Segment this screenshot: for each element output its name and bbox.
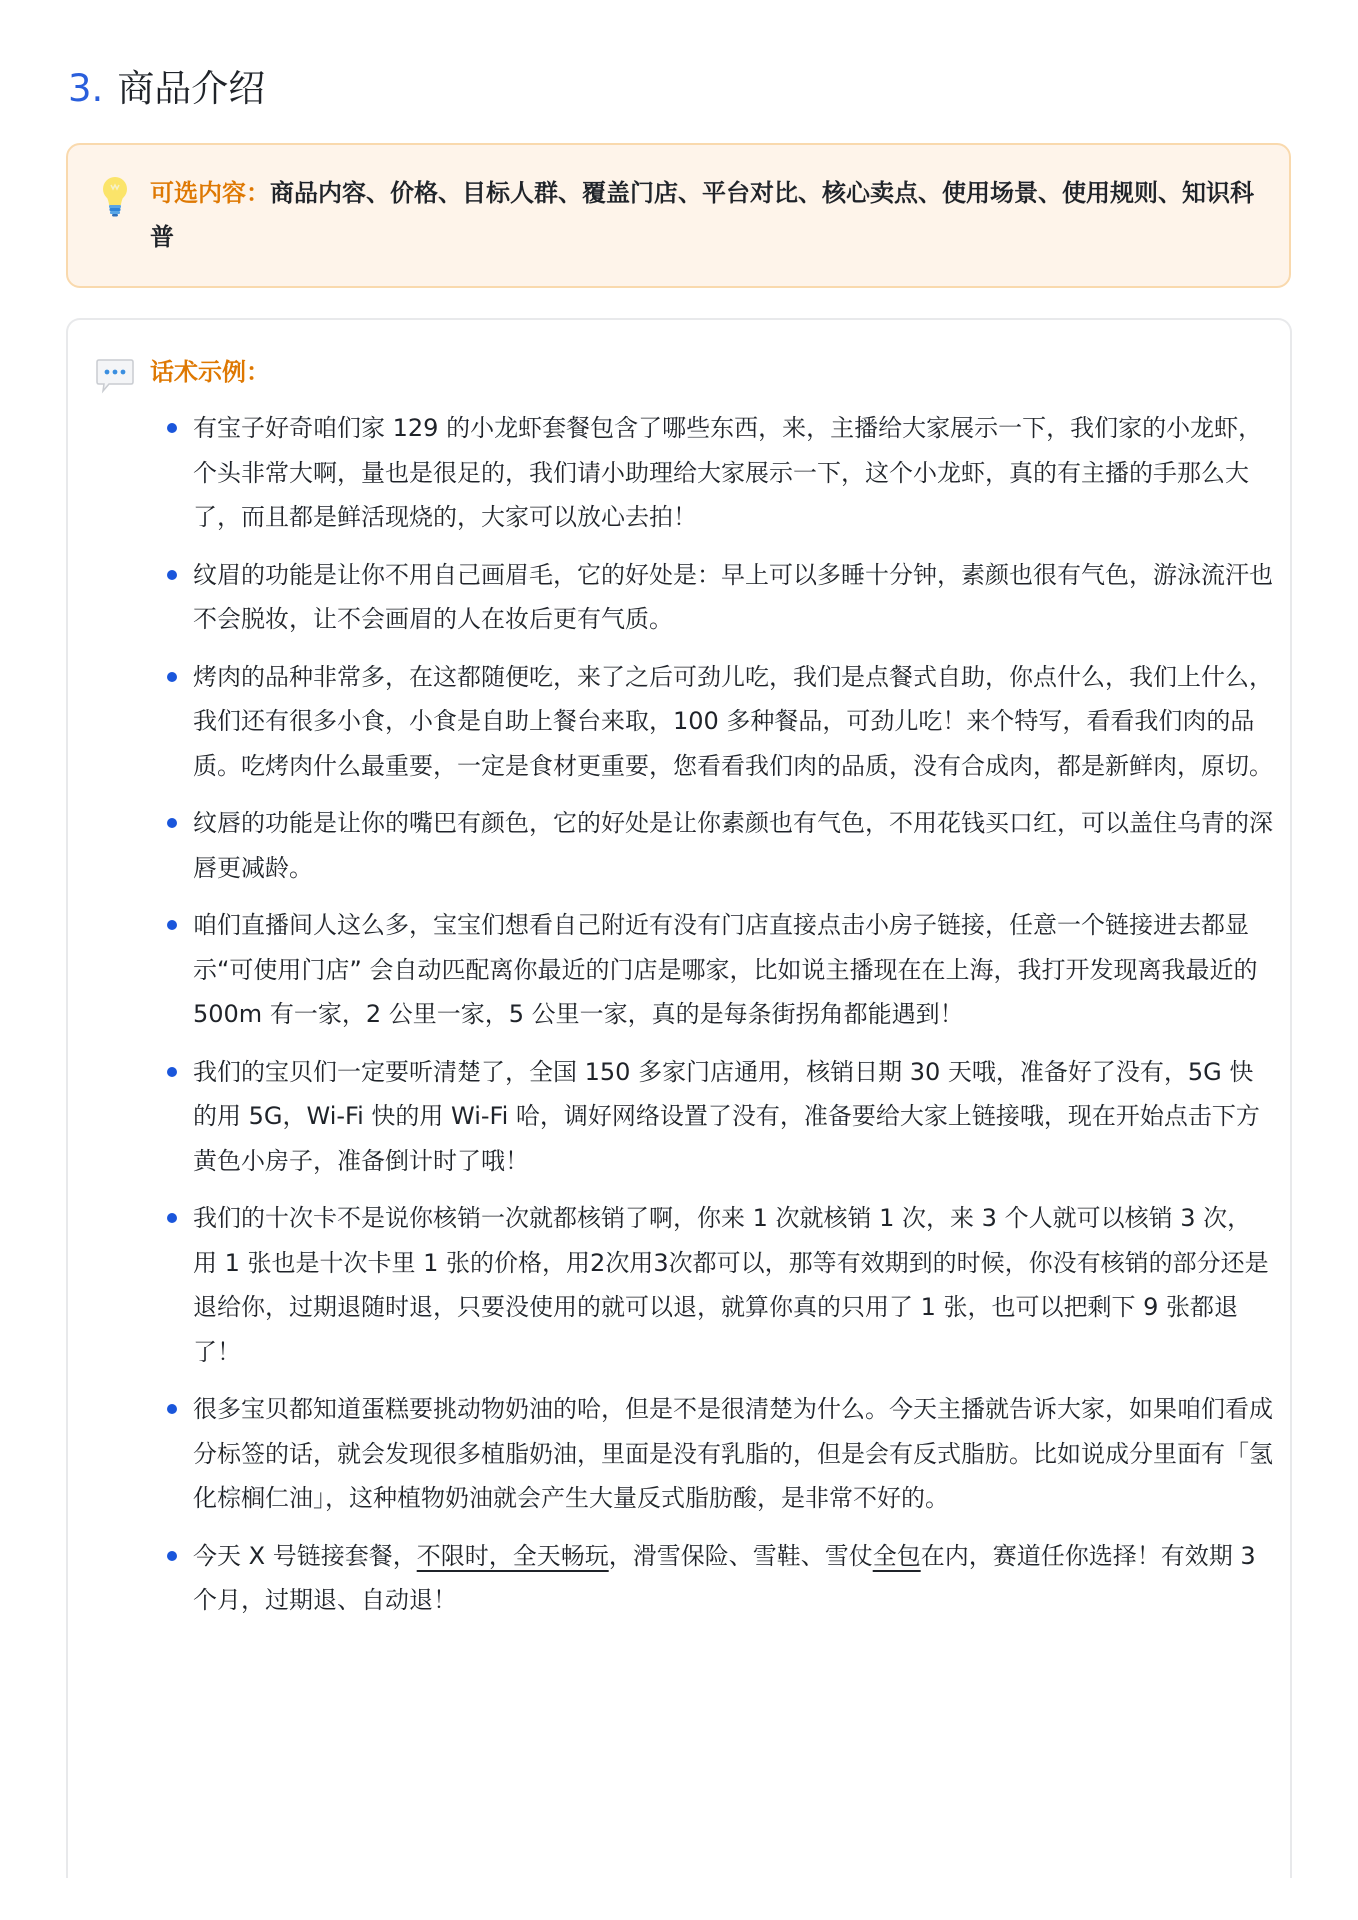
bullet-icon bbox=[167, 423, 177, 433]
section-number: 3. bbox=[68, 67, 104, 110]
list-item-text: 我们的宝贝们一定要听清楚了，全国 150 多家门店通用，核销日期 30 天哦，准备好了没有，5G 快的用 5G，Wi-Fi 快的用 Wi-Fi 哈，调好网络设置了没有，准备要给大家上链接哦，现在开始点击下方黄色小房子，准备倒计时了哦！ bbox=[193, 1057, 1260, 1175]
callout-content bbox=[150, 171, 1260, 259]
list-item bbox=[193, 655, 1273, 789]
list-item-text: 烤肉的品种非常多，在这都随便吃，来了之后可劲儿吃，我们是点餐式自助，你点什么，我们上什么，我们还有很多小食，小食是自助上餐台来取，100 多种餐品，可劲儿吃！来个特写，看看我们肉的品质。吃烤肉什么最重要，一定是食材更重要，您看看我们肉的品质，没有合成肉，都是新鲜肉，原切。 bbox=[193, 662, 1273, 780]
list-item bbox=[193, 1387, 1273, 1521]
list-item bbox=[193, 1050, 1273, 1184]
examples-title: 话术示例： bbox=[150, 358, 270, 386]
list-item-text: 咱们直播间人这么多，宝宝们想看自己附近有没有门店直接点击小房子链接，任意一个链接进去都显示“可使用门店” 会自动匹配离你最近的门店是哪家，比如说主播现在在上海，我打开发现离我最近的 500m 有一家，2 公里一家，5 公里一家，真的是每条街拐角都能遇到！ bbox=[193, 911, 1258, 1028]
lightbulb-icon bbox=[100, 176, 130, 218]
list-item-text: 有宝子好奇咱们家 129 的小龙虾套餐包含了哪些东西，来，主播给大家展示一下，我们家的小龙虾，个头非常大啊，量也是很足的，我们请小助理给大家展示一下，这个小龙虾，真的有主播的手那么大了，而且都是鲜活现烧的，大家可以放心去拍！ bbox=[193, 414, 1263, 531]
list-item bbox=[193, 801, 1273, 890]
script-examples-panel bbox=[66, 318, 1292, 1878]
list-item-text: 我们的十次卡不是说你核销一次就都核销了啊，你来 1 次就核销 1 次，来 3 个人就可以核销 3 次，用 1 张也是十次卡里 1 张的价格，用2次用3次都可以，那等有效期到的时候，你没有核销的部分还是退给你，过期退随时退，只要没使用的就可以退，就算你真的只用了 1 张，也可以把剩下 9 张都退了！ bbox=[193, 1204, 1269, 1366]
bullet-icon bbox=[167, 1551, 177, 1561]
list-item bbox=[193, 1196, 1273, 1374]
list-item bbox=[193, 903, 1273, 1037]
bullet-icon bbox=[167, 1067, 177, 1077]
bullet-icon bbox=[167, 920, 177, 930]
list-item-text: 很多宝贝都知道蛋糕要挑动物奶油的哈，但是不是很清楚为什么。今天主播就告诉大家，如果咱们看成分标签的话，就会发现很多植脂奶油，里面是没有乳脂的，但是会有反式脂肪。比如说成分里面有「氢化棕榈仁油」，这种植物奶油就会产生大量反式脂肪酸，是非常不好的。 bbox=[193, 1395, 1273, 1512]
bullet-icon bbox=[167, 570, 177, 580]
speech-bubble-icon bbox=[95, 356, 135, 396]
section-heading bbox=[68, 64, 265, 114]
list-item-text-part: ，滑雪保险、雪鞋、雪仗 bbox=[608, 1541, 873, 1570]
list-item bbox=[193, 406, 1273, 540]
list-item-text: 纹唇的功能是让你的嘴巴有颜色，它的好处是让你素颜也有气色，不用花钱买口红，可以盖住乌青的深唇更减龄。 bbox=[193, 809, 1273, 882]
bullet-icon bbox=[167, 1404, 177, 1414]
optional-content-callout bbox=[66, 143, 1291, 288]
underlined-text: 全包 bbox=[872, 1541, 921, 1570]
callout-text: 商品内容、价格、目标人群、覆盖门店、平台对比、核心卖点、使用场景、使用规则、知识科普 bbox=[150, 179, 1254, 251]
list-item bbox=[193, 1534, 1273, 1623]
callout-label: 可选内容： bbox=[150, 179, 270, 207]
list-item bbox=[193, 553, 1273, 642]
bullet-icon bbox=[167, 818, 177, 828]
underlined-text: 不限时，全天畅玩 bbox=[416, 1541, 609, 1570]
list-item-text-part: 在内，赛道任你选择！有效期 3 个月，过期退、自动退！ bbox=[193, 1541, 1256, 1614]
bullet-icon bbox=[167, 1213, 177, 1223]
bullet-icon bbox=[167, 672, 177, 682]
list-item-text: 纹眉的功能是让你不用自己画眉毛，它的好处是：早上可以多睡十分钟，素颜也很有气色，游泳流汗也不会脱妆，让不会画眉的人在妆后更有气质。 bbox=[193, 560, 1273, 633]
list-item-text-part: 今天 X 号链接套餐， bbox=[193, 1541, 417, 1570]
examples-list bbox=[193, 406, 1273, 1636]
section-title: 商品介绍 bbox=[117, 67, 266, 110]
